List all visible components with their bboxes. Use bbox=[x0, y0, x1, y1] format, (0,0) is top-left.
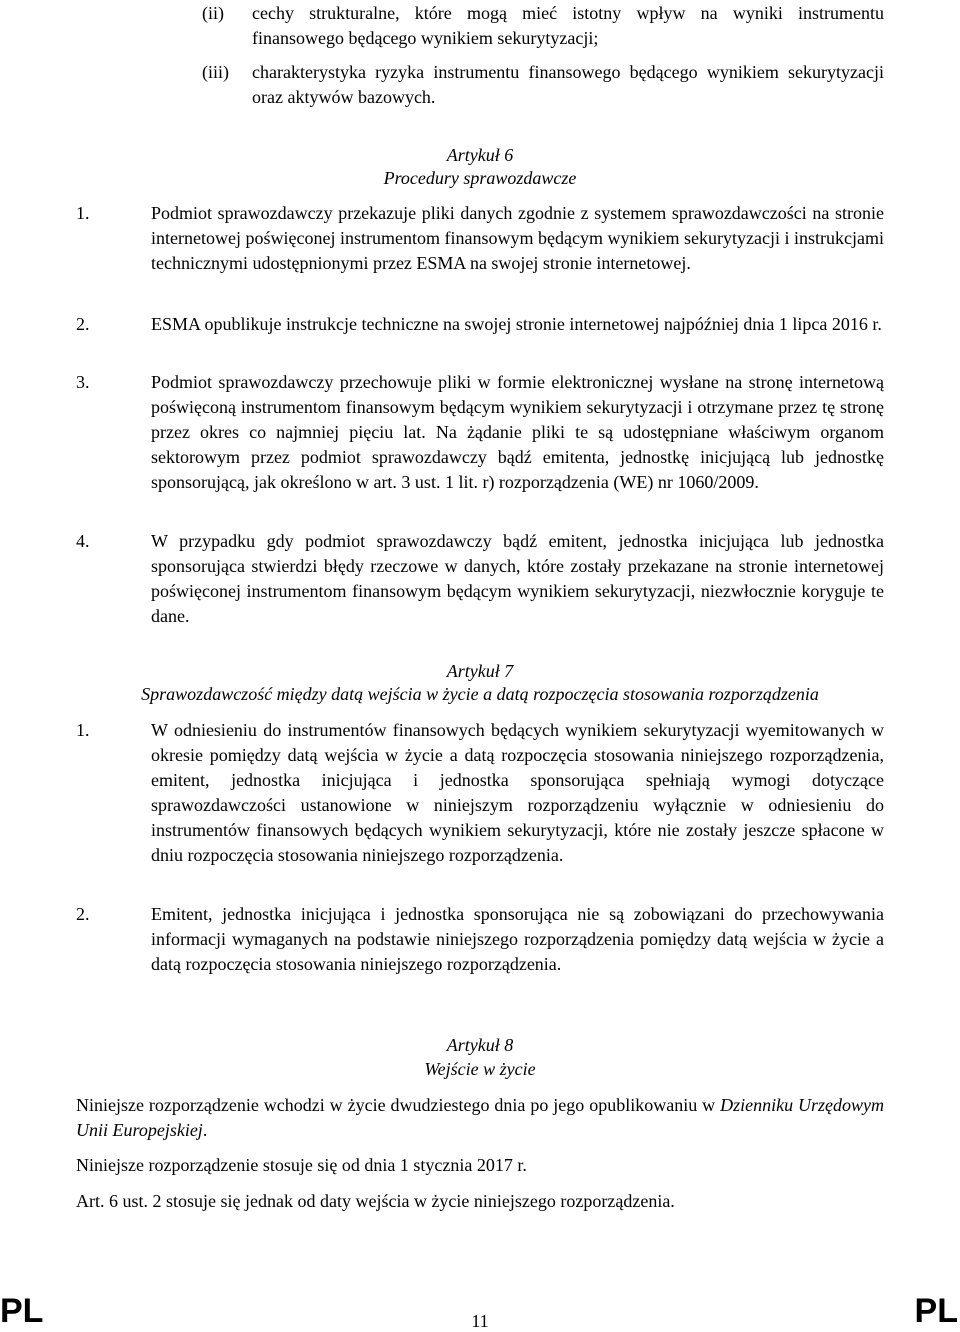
article-6-title: Artykuł 6 bbox=[446, 145, 514, 165]
article-8-paragraph-1 bbox=[76, 1093, 884, 1143]
paragraph-number: 2. bbox=[76, 314, 90, 334]
paragraph-number: 1. bbox=[76, 203, 90, 223]
language-code-right: PL bbox=[914, 1292, 958, 1330]
article-6-subtitle: Procedury sprawozdawcze bbox=[383, 168, 577, 188]
paragraph-text-end: . bbox=[202, 1120, 208, 1140]
paragraph-number: 3. bbox=[76, 372, 90, 392]
list-item-number: (iii) bbox=[202, 62, 229, 82]
paragraph-text: Emitent, jednostka inicjująca i jednostka sponsorująca nie są zobowiązani do przechowywania informacji wymaganych na podstawie niniejszego rozporządzenia pomiędzy datą wejścia w życie a datą rozpoczęcia stosowania niniejszego rozporządzenia. bbox=[151, 904, 884, 974]
article-8-title: Artykuł 8 bbox=[446, 1035, 514, 1055]
official-journal-name: Dzienniku Urzędowym Unii Europejskiej bbox=[76, 1095, 884, 1140]
paragraph-number: 2. bbox=[76, 904, 90, 924]
paragraph-number: 1. bbox=[76, 720, 90, 740]
list-item-number: (ii) bbox=[202, 3, 224, 23]
paragraph-text: Podmiot sprawozdawczy przechowuje pliki w formie elektronicznej wysłane na stronę internetową poświęconą instrumentom finansowym będącym wynikiem sekurytyzacji i otrzymane przez tę stronę przez okres co najmniej pięciu lat. Na żądanie pliki te są udostępniane właściwym organom sektorowym przez podmiot sprawozdawczy bądź emitenta, jednostkę inicjującą lub jednostkę sponsorującą, jak określono w art. 3 ust. 1 lit. r) rozporządzenia (WE) nr 1060/2009. bbox=[151, 372, 884, 492]
list-item-text: cechy strukturalne, które mogą mieć istotny wpływ na wyniki instrumentu finansowego będącego wynikiem sekurytyzacji; bbox=[252, 3, 884, 48]
article-7-title: Artykuł 7 bbox=[446, 661, 514, 681]
list-item-text: charakterystyka ryzyka instrumentu finansowego będącego wynikiem sekurytyzacji oraz aktywów bazowych. bbox=[252, 62, 884, 107]
article-8-paragraph-2: Niniejsze rozporządzenie stosuje się od dnia 1 stycznia 2017 r. bbox=[76, 1155, 527, 1175]
paragraph-number: 4. bbox=[76, 531, 90, 551]
paragraph-text: W odniesieniu do instrumentów finansowych będących wynikiem sekurytyzacji wyemitowanych w okresie pomiędzy datą wejścia w życie a datą rozpoczęcia stosowania niniejszego rozporządzenia, emitent, jednostka inicjująca i jednostka sponsorująca spełniają wymogi dotyczące sprawozdawczości ustanowione w niniejszym rozporządzeniu wyłącznie w odniesieniu do instrumentów finansowych będących wynikiem sekurytyzacji, które nie zostały jeszcze spłacone w dniu rozpoczęcia stosowania niniejszego rozporządzenia. bbox=[151, 720, 884, 865]
article-8-subtitle: Wejście w życie bbox=[424, 1059, 536, 1079]
paragraph-text: Niniejsze rozporządzenie wchodzi w życie dwudziestego dnia po jego opublikowaniu w bbox=[76, 1095, 721, 1115]
language-code-left: PL bbox=[0, 1292, 44, 1330]
page-number: 11 bbox=[471, 1311, 489, 1331]
article-8-paragraph-3: Art. 6 ust. 2 stosuje się jednak od daty wejścia w życie niniejszego rozporządzenia. bbox=[76, 1191, 675, 1211]
paragraph-text: W przypadku gdy podmiot sprawozdawczy bądź emitent, jednostka inicjująca lub jednostka sponsorująca stwierdzi błędy rzeczowe w danych, które zostały przekazane na stronie internetowej poświęconej instrumentom finansowym będącym wynikiem sekurytyzacji, niezwłocznie koryguje te dane. bbox=[151, 531, 884, 626]
paragraph-text: ESMA opublikuje instrukcje techniczne na swojej stronie internetowej najpóźniej dnia 1 lipca 2016 r. bbox=[151, 314, 882, 334]
article-7-subtitle: Sprawozdawczość między datą wejścia w życie a datą rozpoczęcia stosowania rozporządzenia bbox=[141, 684, 819, 704]
paragraph-text: Podmiot sprawozdawczy przekazuje pliki danych zgodnie z systemem sprawozdawczości na stronie internetowej poświęconej instrumentom finansowym będącym wynikiem sekurytyzacji i instrukcjami technicznymi udostępnionymi przez ESMA na swojej stronie internetowej. bbox=[151, 203, 884, 273]
